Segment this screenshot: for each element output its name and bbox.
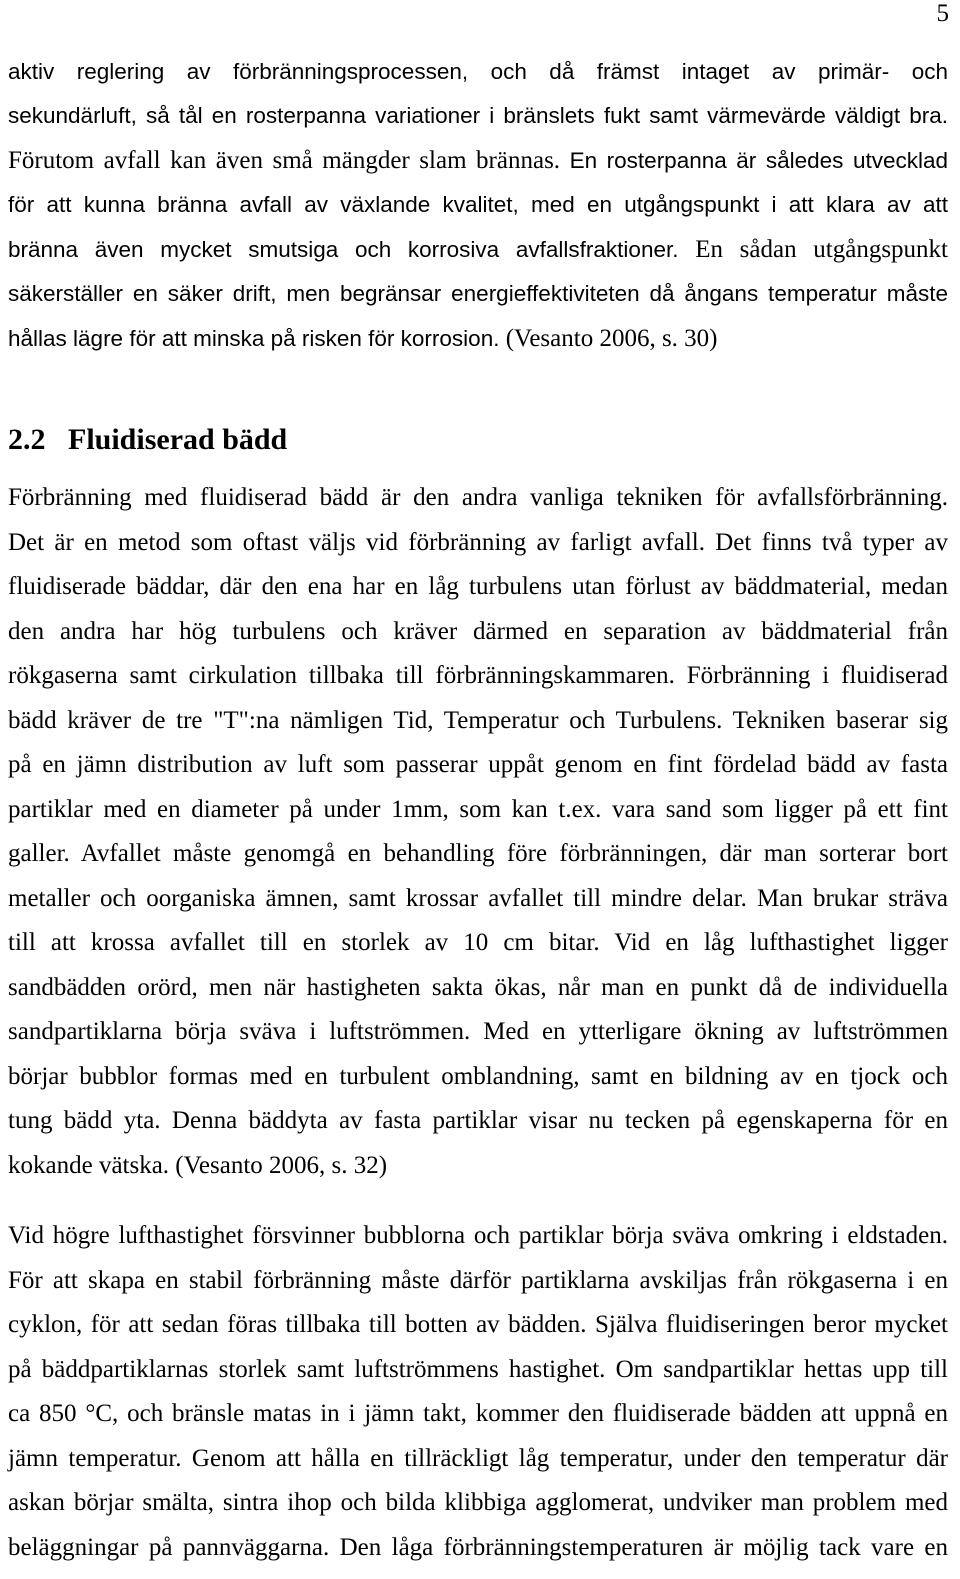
paragraph-line: ca 850 °C, och bränsle matas in i jämn takt, kommer den fluidiserade bädden att uppnå en: [8, 1400, 948, 1427]
paragraph-line: sandbädden orörd, men när hastigheten sakta ökas, når man en punkt då de individuella: [8, 973, 948, 1001]
paragraph-line: tung bädd yta. Denna bäddyta av fasta partiklar visar nu tecken på egenskaperna för en: [8, 1107, 948, 1134]
paragraph-line: fluidiserade bäddar, där den ena har en låg turbulens utan förlust av bäddmaterial, medan: [8, 573, 948, 600]
text-segment: hållas lägre för att minska på risken för korrosion.: [8, 325, 500, 351]
paragraph-line: [8, 94, 948, 139]
text-segment: aktiv reglering av förbränningsprocessen, och då främst intaget av primär- och: [8, 58, 948, 84]
paragraph-line: [8, 317, 948, 362]
paragraph-line: den andra har hög turbulens och kräver därmed en separation av bäddmaterial från: [8, 617, 948, 645]
paragraph-line: kokande vätska. (Vesanto 2006, s. 32): [8, 1151, 388, 1179]
paragraph-line: på bäddpartiklarnas storlek samt luftströmmens hastighet. Om sandpartiklar hettas upp till: [8, 1355, 948, 1383]
paragraph-line: galler. Avfallet måste genomgå en behandling före förbränningen, där man sorterar bort: [8, 840, 948, 867]
paragraph-line: på en jämn distribution av luft som passerar uppåt genom en fint fördelad bädd av fasta: [8, 751, 948, 778]
paragraph-line: Vid högre lufthastighet försvinner bubblorna och partiklar börja sväva omkring i eldstaden.: [8, 1222, 948, 1249]
citation: (Vesanto 2006, s. 30): [505, 324, 718, 352]
text-segment: för att kunna bränna avfall av växlande kvalitet, med en utgångspunkt i att klara av att: [8, 192, 948, 217]
paragraph-line: [8, 272, 948, 317]
body-paragraph: [8, 50, 948, 362]
section-heading: [8, 420, 948, 460]
paragraph-line: börjar bubblor formas med en turbulent omblandning, samt en bildning av en tjock och: [8, 1062, 948, 1090]
paragraph-line: bädd kräver de tre "T":na nämligen Tid, Temperatur och Turbulens. Tekniken baserar sig: [8, 706, 948, 734]
paragraph-line: rökgaserna samt cirkulation tillbaka till förbränningskammaren. Förbränning i fluidiserad: [8, 662, 948, 689]
text-segment: bränna även mycket smutsiga och korrosiva avfallsfraktioner.: [8, 236, 679, 262]
paragraph-line: beläggningar på pannväggarna. Den låga förbränningstemperaturen är möjlig tack vare en: [8, 1533, 948, 1561]
paragraph-line: jämn temperatur. Genom att hålla en tillräckligt låg temperatur, under den temperatur där: [8, 1444, 948, 1472]
text-segment: En sådan utgångspunkt: [695, 235, 948, 263]
paragraph-line: metaller och oorganiska ämnen, samt krossar avfallet till mindre delar. Man brukar sträva: [8, 884, 948, 912]
paragraph-line: cyklon, för att sedan föras tillbaka till botten av bädden. Själva fluidiseringen beror mycket: [8, 1311, 948, 1338]
section-title: Fluidiserad bädd: [68, 423, 288, 456]
page-number: 5: [936, 0, 949, 27]
paragraph-line: För att skapa en stabil förbränning måste därför partiklarna avskiljas från rökgaserna i en: [8, 1266, 948, 1294]
paragraph-line: sandpartiklarna börja sväva i luftströmmen. Med en ytterligare ökning av luftströmmen: [8, 1018, 948, 1045]
paragraph-line: [8, 228, 948, 273]
body-paragraph: [8, 1214, 948, 1570]
paragraph-line: [8, 139, 948, 184]
text-segment: sekundärluft, så tål en rosterpanna variationer i bränslets fukt samt värmevärde väldigt bra.: [8, 103, 948, 128]
text-segment: säkerställer en säker drift, men begränsar energieffektiviteten då ångans temperatur måste: [8, 281, 948, 306]
paragraph-line: [8, 50, 948, 95]
paragraph-line: Det är en metod som oftast väljs vid förbränning av farligt avfall. Det finns två typer av: [8, 528, 948, 556]
section-number: 2.2: [8, 423, 46, 456]
paragraph-line: partiklar med en diameter på under 1mm, som kan t.ex. vara sand som ligger på ett fint: [8, 795, 948, 823]
text-segment: En rosterpanna är således utvecklad: [569, 147, 948, 173]
text-segment: Förutom avfall kan även små mängder slam brännas.: [8, 146, 561, 174]
paragraph-line: Förbränning med fluidiserad bädd är den andra vanliga tekniken för avfallsförbränning.: [8, 484, 948, 511]
paragraph-line: askan börjar smälta, sintra ihop och bilda klibbiga agglomerat, undviker man problem med: [8, 1489, 948, 1516]
paragraph-line: [8, 183, 948, 228]
paragraph-line: till att krossa avfallet till en storlek av 10 cm bitar. Vid en låg lufthastighet ligger: [8, 929, 948, 956]
body-paragraph: [8, 476, 948, 1188]
